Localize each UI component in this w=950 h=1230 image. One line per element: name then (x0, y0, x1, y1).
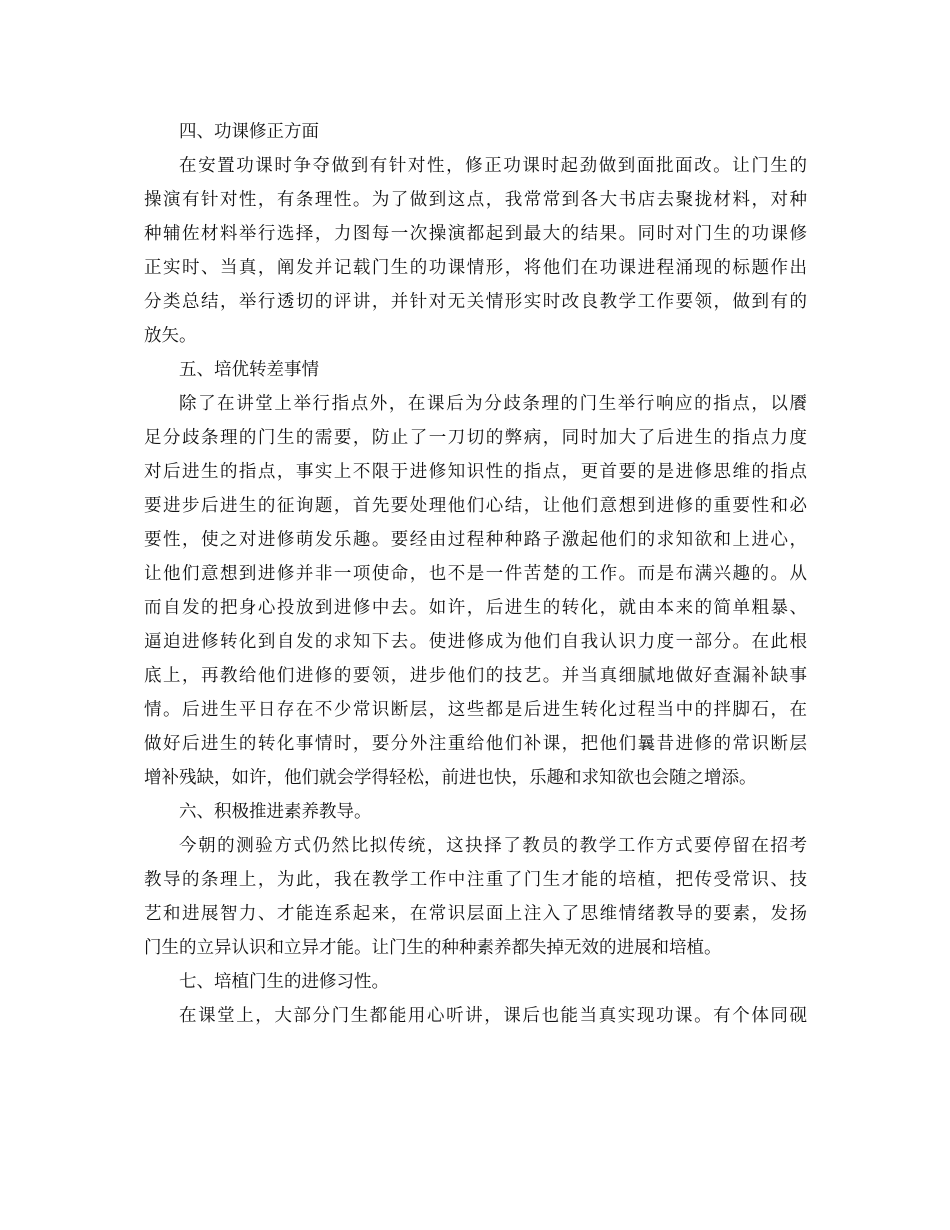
section-4 (144, 115, 807, 353)
paragraph-line: 艺和进展智力、才能连系起来，在常识层面上注入了思维情绪教导的要素，发扬 (144, 904, 807, 924)
section-7 (144, 965, 807, 1033)
paragraph-line: 种辅佐材料举行选择，力图每一次操演都起到最大的结果。同时对门生的功课修 (144, 224, 807, 244)
section-heading: 六、积极推进素养教导。 (179, 802, 372, 822)
paragraph-line: 逼迫进修转化到自发的求知下去。使进修成为他们自我认识力度一部分。在此根 (144, 632, 807, 652)
paragraph-line: 门生的立异认识和立异才能。让门生的种种素养都失掉无效的进展和培植。 (144, 938, 722, 958)
paragraph-line: 分类总结，举行透切的评讲，并针对无关情形实时改良教学工作要领，做到有的 (144, 292, 807, 312)
section-5 (144, 353, 807, 795)
paragraph-line: 今朝的测验方式仍然比拟传统，这抉择了教员的教学工作方式要停留在招考 (179, 836, 807, 856)
paragraph-line: 让他们意想到进修并非一项使命，也不是一件苦楚的工作。而是布满兴趣的。从 (144, 564, 807, 584)
section-heading: 五、培优转差事情 (179, 360, 319, 380)
paragraph-line: 教导的条理上，为此，我在教学工作中注重了门生才能的培植，把传受常识、技 (144, 870, 807, 890)
paragraph-line: 在安置功课时争夺做到有针对性，修正功课时起劲做到面批面改。让门生的 (179, 156, 807, 176)
paragraph-line: 足分歧条理的门生的需要，防止了一刀切的弊病，同时加大了后进生的指点力度 (144, 428, 807, 448)
paragraph-line: 要性，使之对进修萌发乐趣。要经由过程种种路子激起他们的求知欲和上进心， (144, 530, 807, 550)
section-heading: 四、功课修正方面 (179, 122, 319, 142)
paragraph-line: 正实时、当真，阐发并记载门生的功课情形，将他们在功课进程涌现的标题作出 (144, 258, 807, 278)
paragraph-line: 而自发的把身心投放到进修中去。如许，后进生的转化，就由本来的简单粗暴、 (144, 598, 807, 618)
paragraph-line: 增补残缺，如许，他们就会学得轻松，前进也快，乐趣和求知欲也会随之增添。 (144, 768, 757, 788)
paragraph-line: 要进步后进生的征询题，首先要处理他们心结，让他们意想到进修的重要性和必 (144, 496, 807, 516)
paragraph-line: 放矢。 (144, 326, 197, 346)
paragraph-line: 底上，再教给他们进修的要领，进步他们的技艺。并当真细腻地做好查漏补缺事 (144, 666, 807, 686)
paragraph-line: 做好后进生的转化事情时，要分外注重给他们补课，把他们曩昔进修的常识断层 (144, 734, 807, 754)
paragraph-line: 除了在讲堂上举行指点外，在课后为分歧条理的门生举行响应的指点，以餍 (179, 394, 807, 414)
section-6 (144, 795, 807, 965)
paragraph-line: 对后进生的指点，事实上不限于进修知识性的指点，更首要的是进修思维的指点 (144, 462, 807, 482)
paragraph-line: 操演有针对性，有条理性。为了做到这点，我常常到各大书店去聚拢材料，对种 (144, 190, 807, 210)
section-heading: 七、培植门生的进修习性。 (179, 972, 389, 992)
paragraph-line: 在课堂上，大部分门生都能用心听讲，课后也能当真实现功课。有个体同砚 (179, 1006, 807, 1026)
paragraph-line: 情。后进生平日存在不少常识断层，这些都是后进生转化过程当中的拌脚石，在 (144, 700, 807, 720)
document-body (144, 115, 807, 1033)
